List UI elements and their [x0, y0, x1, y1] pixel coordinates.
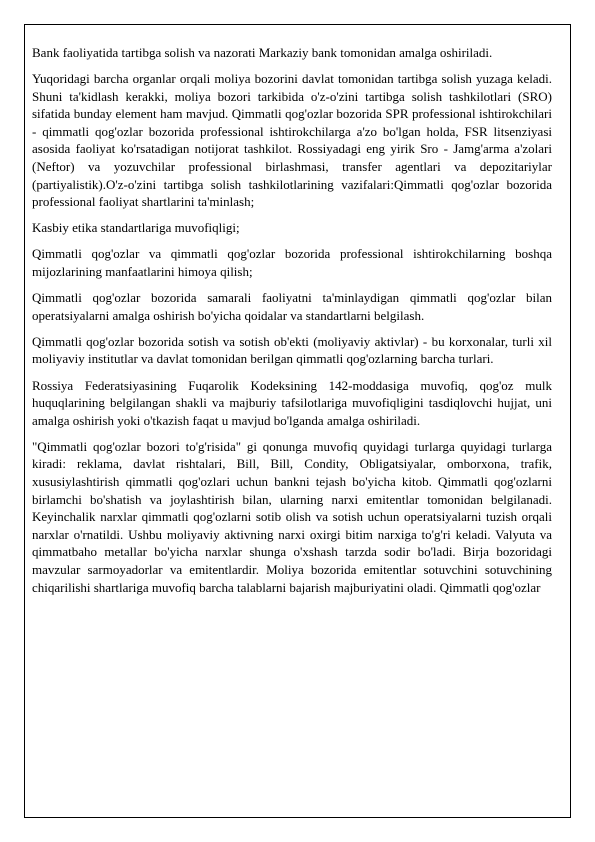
- paragraph: Yuqoridagi barcha organlar orqali moliya bozorini davlat tomonidan tartibga solish yuzaga keladi. Shuni ta'kidlash kerakki, moliya bozori tarkibida o'z-o'zini tartibga solish tashkilotlari (SRO) sifatida bunday element ham mavjud. Qimmatli qog'ozlar bozorida SPR professional ishtirokchilari - qimmatli qog'ozlar bozorida professional ishtirokchilarga a'zo bo'lgan holda, FSR litsenziyasi asosida faoliyat ko'rsatadigan notijorat tashkilot. Rossiyadagi eng yirik Sro - Jamg'arma a'zolari (Neftor) va yozuvchilar professional birlashmasi, transfer agentlari va depozitariylar (partiyalistik).O'z-o'zini tartibga solish tashkilotlarining vazifalari:Qimmatli qog'ozlar bozorida professional faoliyat shartlarini ta'minlash;: [32, 71, 552, 210]
- paragraph: Rossiya Federatsiyasining Fuqarolik Kodeksining 142-moddasiga muvofiq, qog'oz mulk huquqlarining belgilangan shakli va majburiy tafsilotlariga muvofiqligini tasdiqlovchi hujjat, uni amalga oshirish yoki o'tkazish faqat u mavjud bo'lganda amalga oshiriladi.: [32, 377, 552, 428]
- paragraph: Kasbiy etika standartlariga muvofiqligi;: [32, 220, 240, 236]
- paragraph: Bank faoliyatida tartibga solish va nazorati Markaziy bank tomonidan amalga oshiriladi.: [32, 45, 493, 60]
- paragraph: "Qimmatli qog'ozlar bozori to'g'risida" gi qonunga muvofiq quyidagi turlarga quyidagi turlarga kiradi: reklama, davlat rishtalari, Bill, Bill, Condity, Obligatsiyalar, omborxona, trafik, xususiylashtirish qimmatli qog'ozlari uchun bankni tejash bo'yicha kitob. Qimmatli qog'ozlarni birlamchi bo'shatish va joylashtirish bilan, ularning narxi emitentlar tomonidan belgilanadi. Keyinchalik narxlar qimmatli qog'ozlarni sotib olish va sotish uchun operatsiyalarni tuzish orqali narxlar o'rnatildi. Ushbu moliyaviy aktivning narxi oxirgi bitim narxiga to'g'ri keladi. Valyuta va qimmatbaho metallar bo'yicha narxlar shunga o'xshash tarzda sodir bo'ladi. Birja bozoridagi mavzular sarmoyadorlar va emitentlardir. Moliya bozorida emitentlar sotuvchini sotuvchining chiqarilishi shartlariga muvofiq barcha talablarni bajarish majburiyatini oladi. Qimmatli qog'ozlar: [32, 438, 552, 595]
- paragraph: Qimmatli qog'ozlar va qimmatli qog'ozlar bozorida professional ishtirokchilarning boshqa mijozlarining manfaatlarini himoya qilish;: [32, 246, 552, 280]
- paragraph: Qimmatli qog'ozlar bozorida sotish va sotish ob'ekti (moliyaviy aktivlar) - bu korxonalar, turli xil moliyaviy institutlar va davlat tomonidan berilgan qimmatli qog'ozlarning barcha turlari.: [32, 333, 552, 367]
- document-body: [32, 44, 552, 605]
- paragraph: Qimmatli qog'ozlar bozorida samarali faoliyatni ta'minlaydigan qimmatli qog'ozlar bilan operatsiyalarni amalga oshirish bo'yicha qoidalar va standartlarni belgilash.: [32, 290, 552, 323]
